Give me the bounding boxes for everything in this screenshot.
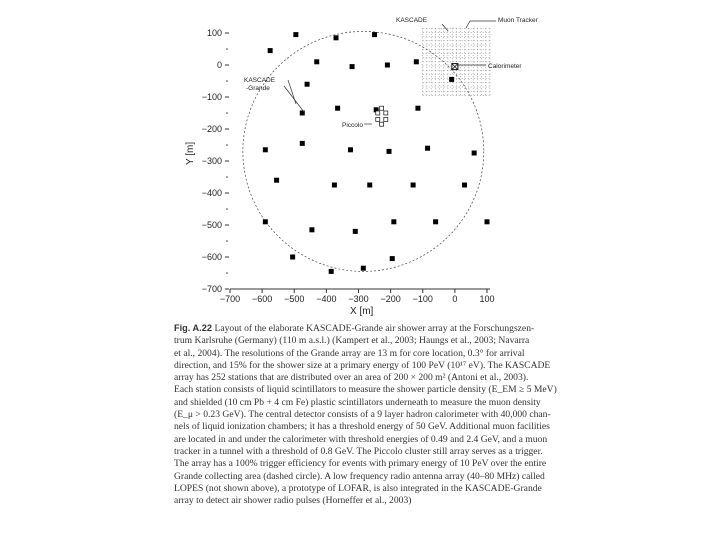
x-tick-label: −100 xyxy=(412,294,433,304)
grande-station xyxy=(414,59,419,64)
figure-caption xyxy=(174,322,578,507)
caption-line: et al., 2004). The resolutions of the Grande array are 13 m for core location, 0.3° for arrival xyxy=(174,347,525,359)
kascade-leader xyxy=(442,24,448,31)
grande-station xyxy=(293,32,298,37)
grande-station xyxy=(390,256,395,261)
y-axis-title: Y [m] xyxy=(185,141,196,165)
grande-station xyxy=(449,77,454,82)
y-minor-tick xyxy=(226,80,228,82)
grande-station xyxy=(462,183,467,188)
grande-station xyxy=(415,106,420,111)
piccolo-station xyxy=(380,122,384,126)
grande-station xyxy=(411,183,416,188)
grande-station xyxy=(274,178,279,183)
x-tick-label: −700 xyxy=(219,294,241,304)
kascade-grande-label-line1: KASCADE xyxy=(244,77,276,84)
y-minor-tick xyxy=(226,112,228,114)
grande-station xyxy=(309,227,314,232)
kascade-grid xyxy=(423,28,490,95)
x-tick-label: 100 xyxy=(479,294,495,304)
y-tick-label: 0 xyxy=(216,60,222,70)
caption-line: are located in and under the calorimeter with threshold energies of 0.49 and 2.4 GeV, and a muon xyxy=(174,433,548,445)
y-tick-label: −600 xyxy=(201,252,222,262)
grande-station xyxy=(332,183,337,188)
grande-station xyxy=(485,219,490,224)
grande-station xyxy=(361,266,366,271)
grande-station xyxy=(433,219,438,224)
grande-station xyxy=(290,255,295,260)
calorimeter-label: Calorimeter xyxy=(488,63,522,70)
grande-station xyxy=(305,82,310,87)
y-tick-label: −500 xyxy=(201,220,222,230)
grande-station xyxy=(372,32,377,37)
caption-line: direction, and 15% for the shower size at a primary energy of 100 PeV (10¹⁷ eV). The KASCADE xyxy=(174,359,551,371)
x-tick-label: −200 xyxy=(380,294,401,304)
caption-line: tracker in a tunnel with a threshold of 0.8 GeV. The Piccolo cluster still array serves as a trigger. xyxy=(174,445,543,457)
grande-station xyxy=(334,35,339,40)
grande-station xyxy=(350,64,355,69)
x-axis-title: X [m] xyxy=(350,306,374,317)
y-minor-tick xyxy=(226,240,228,242)
kascade-label: KASCADE xyxy=(396,17,428,24)
grande-station xyxy=(387,149,392,154)
piccolo-label: Piccolo xyxy=(342,122,363,129)
caption-line: The array has a 100% trigger efficiency for events with primary energy of 10 PeV over the entire xyxy=(174,458,547,470)
caption-line: and shielded (10 cm Pb + 4 cm Fe) plastic scintillators underneath to measure the muon density xyxy=(174,396,541,408)
grande-station xyxy=(385,63,390,68)
y-tick-label: −200 xyxy=(201,124,222,134)
grande-station xyxy=(300,111,305,116)
grande-station xyxy=(353,229,358,234)
grande-station xyxy=(367,183,372,188)
y-minor-tick xyxy=(226,144,228,146)
grande-station xyxy=(329,269,334,274)
y-tick-label: 100 xyxy=(206,28,222,38)
kascade-grande-label-line2: -Grande xyxy=(246,85,270,92)
figure-label: Fig. A.22 xyxy=(174,323,215,333)
muon-tracker-label: Muon Tracker xyxy=(498,17,538,24)
caption-line: Each station consists of liquid scintillators to measure the shower particle density (E_EM ≥ 5 MeV) xyxy=(174,384,557,396)
x-tick-label: −300 xyxy=(348,294,369,304)
grande-station xyxy=(263,147,268,152)
grande-station xyxy=(425,146,430,151)
grande-station xyxy=(335,106,340,111)
plot-area xyxy=(230,33,487,289)
caption-line: trum Karlsruhe (Germany) (110 m a.s.l.) (Kampert et al., 2003; Haungs et al., 2003; Navarra xyxy=(174,335,530,347)
y-minor-tick xyxy=(226,48,228,50)
grande-circle-layer xyxy=(243,31,484,271)
piccolo-station xyxy=(384,111,388,115)
caption-line: Grande collecting area (dashed circle). A low frequency radio antenna array (40–80 MHz) called xyxy=(174,470,545,482)
annotations xyxy=(244,17,539,129)
x-tick-label: −600 xyxy=(251,294,273,304)
y-minor-tick xyxy=(226,208,228,210)
muon-tracker-leader xyxy=(466,21,496,28)
y-tick-label: −400 xyxy=(201,188,222,198)
y-tick-label: −100 xyxy=(201,92,222,102)
piccolo-station xyxy=(376,117,380,121)
grande-station xyxy=(268,48,273,53)
caption-line: LOPES (not shown above), a prototype of LOFAR, is also integrated in the KASCADE-Grande xyxy=(174,482,542,494)
caption-line: nels of liquid ionization chambers; it has a threshold energy of 50 GeV. Additional muon facilities xyxy=(174,421,550,433)
y-minor-tick xyxy=(226,176,228,178)
caption-line: array has 252 stations that are distributed over an area of 200 × 200 m² (Antoni et al., 2003). xyxy=(174,372,529,384)
axes xyxy=(202,28,495,304)
caption-line: array to detect air shower radio pulses (Horneffer et al., 2003) xyxy=(174,495,412,507)
kascade-grande-leader-2 xyxy=(284,86,304,112)
caption-line: Fig. A.22 Layout of the elaborate KASCADE-Grande air shower array at the Forschungszen- xyxy=(174,323,535,334)
grande-station xyxy=(314,59,319,64)
y-tick-label: −700 xyxy=(201,284,222,294)
piccolo-station xyxy=(384,117,388,121)
grande-collecting-area-circle xyxy=(243,31,484,271)
piccolo-station xyxy=(376,111,380,115)
grande-station xyxy=(300,141,305,146)
grande-station xyxy=(348,147,353,152)
grande-station xyxy=(472,151,477,156)
caption-line: (E_μ > 0.23 GeV). The central detector consists of a 9 layer hadron calorimeter with 40,000 chan- xyxy=(174,409,551,421)
grande-station xyxy=(391,219,396,224)
x-tick-label: −400 xyxy=(316,294,337,304)
grande-station xyxy=(263,219,268,224)
x-tick-label: −500 xyxy=(284,294,305,304)
x-tick-label: 0 xyxy=(452,294,458,304)
y-minor-tick xyxy=(226,272,228,274)
y-tick-label: −300 xyxy=(201,156,222,166)
piccolo-station xyxy=(380,106,384,110)
